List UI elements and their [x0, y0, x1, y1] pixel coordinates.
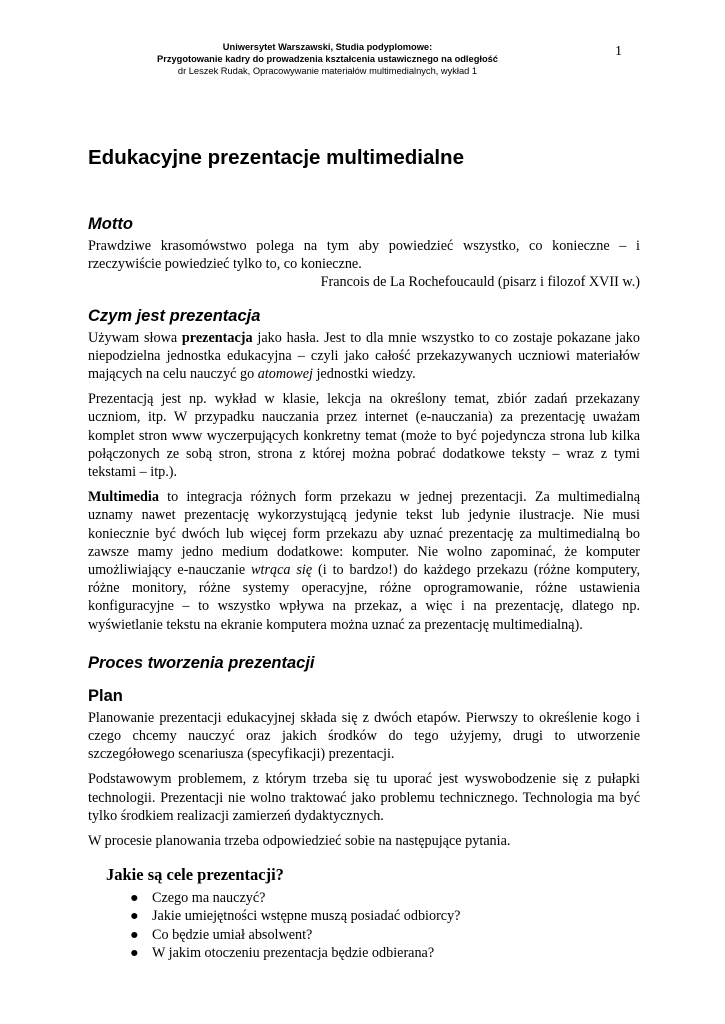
motto-attribution: Francois de La Rochefoucauld (pisarz i filozof XVII w.) — [320, 274, 640, 291]
goals-list — [88, 889, 640, 962]
italic-term-wtraca-sie: wtrąca się — [251, 562, 313, 579]
bullet-icon: ● — [130, 944, 139, 961]
bullet-icon: ● — [130, 890, 139, 907]
list-item-text: Jakie umiejętności wstępne muszą posiadać odbiorcy? — [152, 908, 461, 925]
header-line-program: Przygotowanie kadry do prowadzenia kształcenia ustawicznego na odległość — [157, 54, 498, 64]
section-heading-process: Proces tworzenia prezentacji — [88, 653, 315, 672]
bold-term-prezentacja: prezentacja — [181, 329, 253, 346]
page-header — [100, 41, 555, 77]
text-run: jednostki wiedzy. — [312, 366, 416, 383]
subsection-heading-plan: Plan — [88, 686, 123, 705]
goals-heading: Jakie są cele prezentacji? — [106, 865, 284, 885]
document-title: Edukacyjne prezentacje multimedialne — [88, 146, 464, 169]
text-run: jako hasła. Jest to dla mnie wszystko to co zostaje pokazane jako niepodzielna jednostka edukacyjna – czyli jako całość przekazywanych uczniowi materiałów mających na celu nauczyć go — [88, 329, 640, 383]
list-item — [130, 926, 640, 944]
paragraph-technology-trap: Podstawowym problemem, z którym trzeba się tu uporać jest wyswobodzenie się z pułapki technologii. Prezentacji nie wolno traktować jako problemu technicznego. Technologia ma być tylko środkiem realizacji zamierzeń dydaktycznych. — [88, 771, 640, 824]
italic-term-atomowej: atomowej — [257, 366, 313, 383]
paragraph-presentation-examples: Prezentacją jest np. wykład w klasie, lekcja na określony temat, zbiór zadań przekazany uczniom, itp. W przypadku nauczania przez internet (e-nauczania) za prezentację uważam komplet stron www wyczerpujących konkretny temat (może to być pojedyncza strona lub kilka połączonych ze sobą stron, strona z której można pobrać dodatkowe teksty – wraz z tymi tekstami – itp.). — [88, 391, 640, 481]
motto-text: Prawdziwe krasomówstwo polega na tym aby powiedzieć wszystko, co konieczne – i rzeczywiście powiedzieć tylko to, co konieczne. — [88, 238, 640, 273]
bold-term-multimedia: Multimedia — [88, 489, 159, 506]
motto-heading: Motto — [88, 215, 133, 233]
page-number: 1 — [615, 44, 622, 59]
section-heading-what-is-presentation: Czym jest prezentacja — [88, 306, 261, 325]
bullet-icon: ● — [130, 926, 139, 943]
document-body — [88, 146, 640, 962]
header-line-university: Uniwersytet Warszawski, Studia podyplomowe: — [222, 42, 433, 52]
bullet-icon: ● — [130, 908, 139, 925]
text-run: (i to bardzo!) do każdego przekazu (różne komputery, różne monitory, różne systemy operacyjne, różne oprogramowanie, różne ustawienia konfiguracyjne – to wszystko wpływa na przekaz, a więc i na prezentację, dlatego np. wyświetlanie tekstu na ekranie komputera można uznać za prezentację multimedialną). — [88, 562, 641, 633]
list-item-text: Czego ma nauczyć? — [152, 890, 266, 907]
paragraph-presentation-definition — [88, 329, 640, 384]
text-run: to integracja różnych form przekazu w jednej prezentacji. Za multimedialną uznamy nawet prezentację wykorzystującą jedynie tekst lub jedynie ilustracje. Nie musi koniecznie być dwóch lub więcej form przekazu aby uznać prezentację za multimedialną bo zawsze mamy jedno medium dodatkowe: komputer. Nie wolno zapominać, że komputer umożliwiający e-nauczanie — [88, 489, 640, 579]
paragraph-planning-stages: Planowanie prezentacji edukacyjnej składa się z dwóch etapów. Pierwszy to określenie kogo i czego chcemy nauczyć oraz jakich środków do tego użyjemy, drugi to utworzenie szczegółowego scenariusza (specyfikacji) prezentacji. — [88, 709, 640, 763]
list-item-text: Co będzie umiał absolwent? — [152, 926, 313, 943]
list-item — [130, 907, 640, 925]
paragraph-multimedia-definition — [88, 488, 640, 634]
list-item — [130, 944, 640, 962]
list-item-text: W jakim otoczeniu prezentacja będzie odbierana? — [152, 944, 435, 961]
text-run: Używam słowa — [88, 329, 182, 346]
header-line-author: dr Leszek Rudak, Opracowywanie materiałów multimedialnych, wykład 1 — [177, 66, 478, 76]
list-item — [130, 889, 640, 907]
paragraph-questions-intro: W procesie planowania trzeba odpowiedzieć sobie na następujące pytania. — [88, 833, 511, 850]
